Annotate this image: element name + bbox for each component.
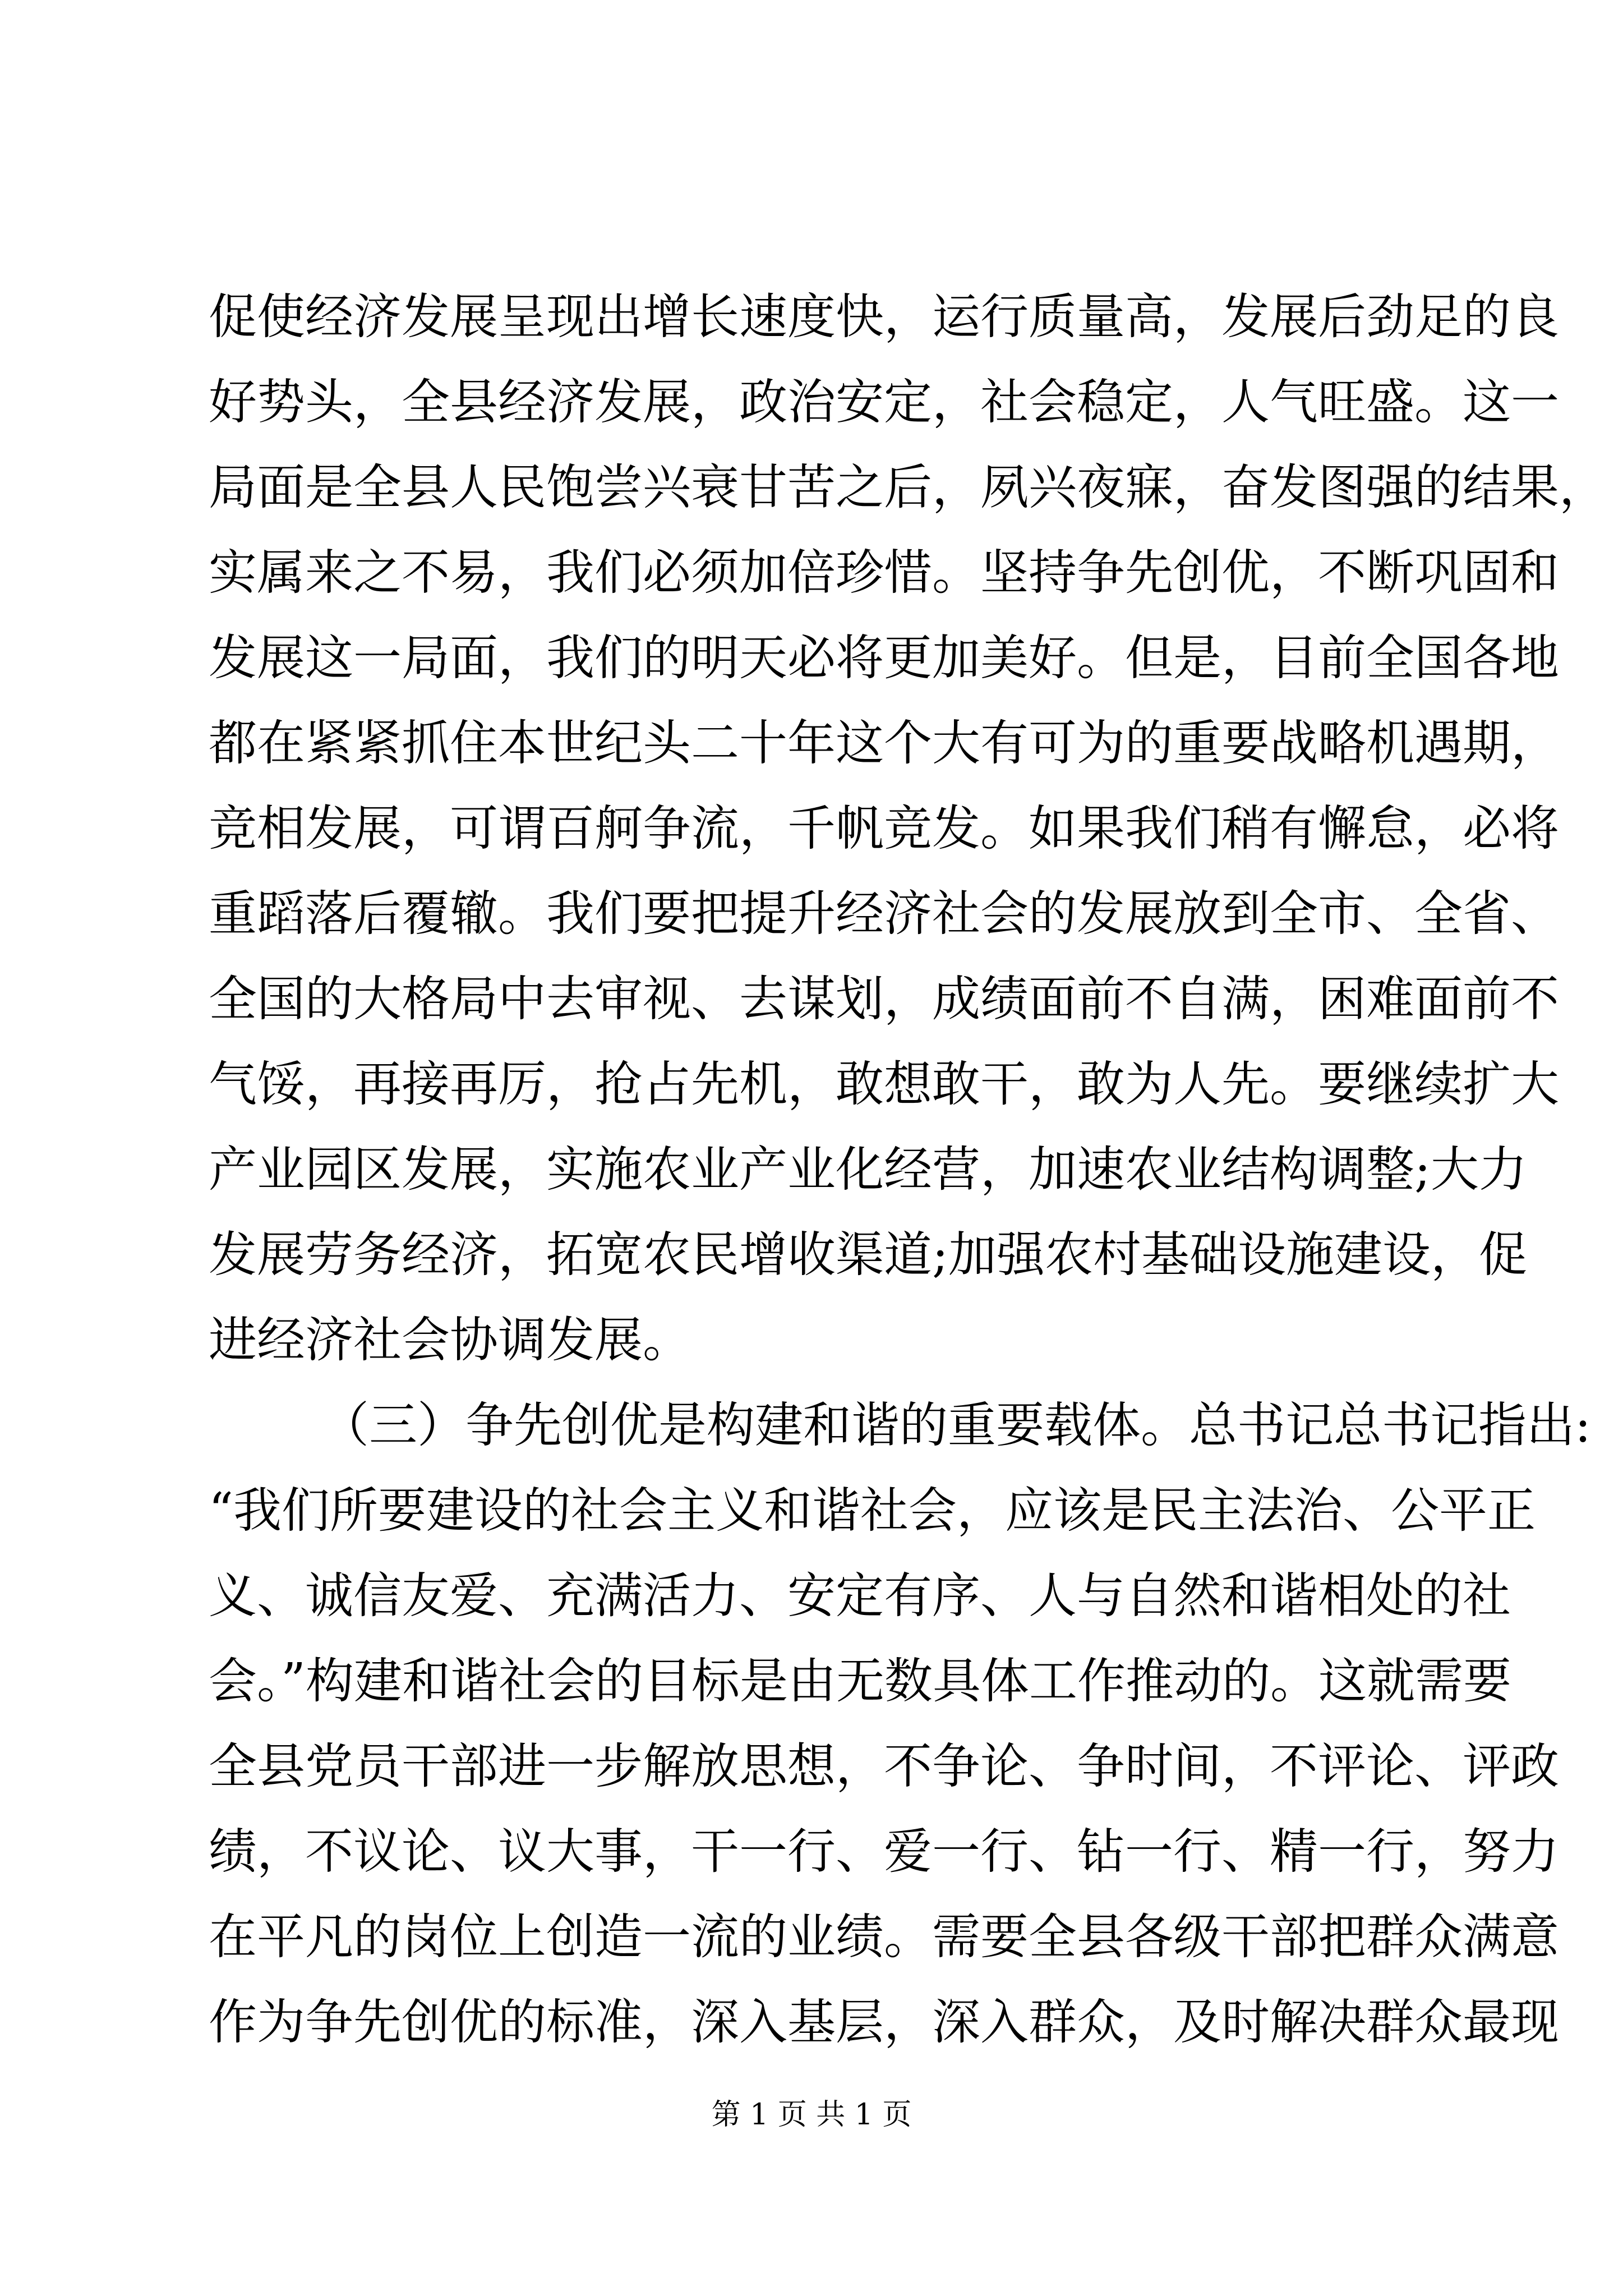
text-line-18: 全县党员干部进一步解放思想，不争论、争时间，不评论、评政 xyxy=(209,1738,1559,1795)
text-line-14: （三）争先创优是构建和谐的重要载体。总书记总书记指出: xyxy=(321,1397,1591,1453)
page-number-footer: 第 1 页 共 1 页 xyxy=(711,2098,912,2132)
text-line-11: 产业园区发展，实施农业产业化经营，加速农业结构调整;大力 xyxy=(209,1142,1527,1198)
text-line-10: 气馁，再接再厉，抢占先机，敢想敢干，敢为人先。要继续扩大 xyxy=(209,1056,1559,1112)
text-line-20: 在平凡的岗位上创造一流的业绩。需要全县各级干部把群众满意 xyxy=(209,1909,1559,1965)
text-line-12: 发展劳务经济，拓宽农民增收渠道;加强农村基础设施建设，促 xyxy=(209,1227,1527,1283)
text-line-7: 竞相发展，可谓百舸争流，千帆竞发。如果我们稍有懈怠，必将 xyxy=(209,800,1559,857)
text-line-16: 义、诚信友爱、充满活力、安定有序、人与自然和谐相处的社 xyxy=(209,1568,1511,1624)
text-line-6: 都在紧紧抓住本世纪头二十年这个大有可为的重要战略机遇期， xyxy=(209,715,1559,771)
text-line-2: 好势头，全县经济发展，政治安定，社会稳定，人气旺盛。这一 xyxy=(209,374,1559,430)
text-line-3: 局面是全县人民饱尝兴衰甘苦之后，夙兴夜寐，奋发图强的结果， xyxy=(209,459,1607,516)
text-line-1: 促使经济发展呈现出增长速度快，运行质量高，发展后劲足的良 xyxy=(209,289,1559,345)
text-line-19: 绩，不议论、议大事，干一行、爱一行、钻一行、精一行，努力 xyxy=(209,1824,1559,1880)
text-line-9: 全国的大格局中去审视、去谋划，成绩面前不自满，困难面前不 xyxy=(209,971,1559,1027)
text-line-17: 会。”构建和谐社会的目标是由无数具体工作推动的。这就需要 xyxy=(209,1653,1511,1709)
text-line-15: “我们所要建设的社会主义和谐社会，应该是民主法治、公平正 xyxy=(209,1483,1536,1539)
text-line-8: 重蹈落后覆辙。我们要把提升经济社会的发展放到全市、全省、 xyxy=(209,886,1559,942)
text-line-21: 作为争先创优的标准，深入基层，深入群众，及时解决群众最现 xyxy=(209,1994,1559,2050)
text-line-5: 发展这一局面，我们的明天必将更加美好。但是，目前全国各地 xyxy=(209,630,1559,686)
text-line-13: 进经济社会协调发展。 xyxy=(209,1312,691,1368)
text-line-4: 实属来之不易，我们必须加倍珍惜。坚持争先创优，不断巩固和 xyxy=(209,545,1559,601)
